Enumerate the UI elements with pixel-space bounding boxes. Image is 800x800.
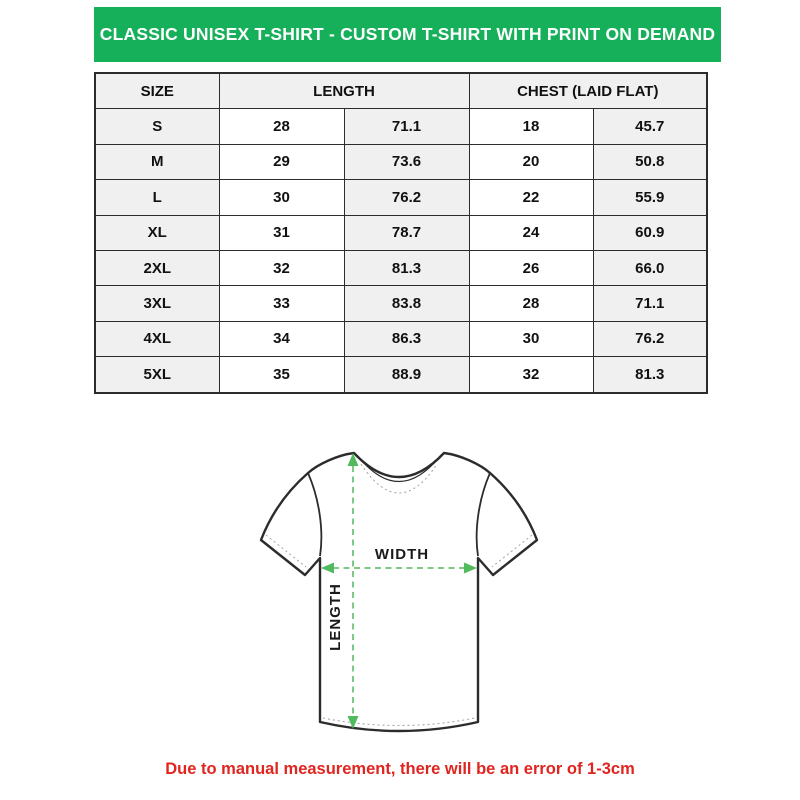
size-cell: 4XL — [95, 321, 219, 356]
length-in-cell: 30 — [219, 180, 344, 215]
length-in-cell: 28 — [219, 109, 344, 144]
col-header-chest: CHEST (LAID FLAT) — [469, 73, 707, 109]
size-cell: L — [95, 180, 219, 215]
chest-cm-cell: 81.3 — [593, 357, 707, 393]
length-cm-cell: 86.3 — [344, 321, 469, 356]
title-banner — [94, 7, 721, 62]
chest-in-cell: 24 — [469, 215, 593, 250]
length-cm-cell: 81.3 — [344, 250, 469, 285]
chest-in-cell: 30 — [469, 321, 593, 356]
table-row — [95, 215, 707, 250]
col-header-length: LENGTH — [219, 73, 469, 109]
length-in-cell: 29 — [219, 144, 344, 179]
chest-cm-cell: 71.1 — [593, 286, 707, 321]
length-cm-cell: 71.1 — [344, 109, 469, 144]
chest-cm-cell: 55.9 — [593, 180, 707, 215]
chest-in-cell: 20 — [469, 144, 593, 179]
table-row — [95, 357, 707, 393]
length-in-cell: 33 — [219, 286, 344, 321]
table-row — [95, 144, 707, 179]
chest-in-cell: 18 — [469, 109, 593, 144]
length-cm-cell: 76.2 — [344, 180, 469, 215]
chest-cm-cell: 45.7 — [593, 109, 707, 144]
length-in-cell: 34 — [219, 321, 344, 356]
length-in-cell: 35 — [219, 357, 344, 393]
chest-in-cell: 32 — [469, 357, 593, 393]
length-in-cell: 32 — [219, 250, 344, 285]
measurement-error-note: Due to manual measurement, there will be an error of 1-3cm — [165, 760, 635, 778]
table-row — [95, 286, 707, 321]
tshirt-diagram — [250, 438, 550, 748]
length-in-cell: 31 — [219, 215, 344, 250]
length-cm-cell: 83.8 — [344, 286, 469, 321]
size-cell: XL — [95, 215, 219, 250]
col-header-size: SIZE — [95, 73, 219, 109]
width-arrow-label: WIDTH — [374, 546, 430, 563]
length-cm-cell: 88.9 — [344, 357, 469, 393]
size-chart-table — [94, 72, 708, 394]
tshirt-outline — [261, 453, 537, 731]
chest-in-cell: 28 — [469, 286, 593, 321]
table-row — [95, 109, 707, 144]
table-header-row — [95, 73, 707, 109]
size-cell: 3XL — [95, 286, 219, 321]
page-title: CLASSIC UNISEX T-SHIRT - CUSTOM T-SHIRT WITH PRINT ON DEMAND — [99, 24, 716, 44]
chest-cm-cell: 50.8 — [593, 144, 707, 179]
length-cm-cell: 78.7 — [344, 215, 469, 250]
size-cell: 2XL — [95, 250, 219, 285]
table-row — [95, 180, 707, 215]
length-arrow-label: LENGTH — [327, 583, 344, 651]
size-cell: M — [95, 144, 219, 179]
chest-cm-cell: 66.0 — [593, 250, 707, 285]
chest-in-cell: 22 — [469, 180, 593, 215]
length-cm-cell: 73.6 — [344, 144, 469, 179]
size-cell: S — [95, 109, 219, 144]
table-row — [95, 250, 707, 285]
chest-in-cell: 26 — [469, 250, 593, 285]
size-cell: 5XL — [95, 357, 219, 393]
table-row — [95, 321, 707, 356]
chest-cm-cell: 60.9 — [593, 215, 707, 250]
chest-cm-cell: 76.2 — [593, 321, 707, 356]
